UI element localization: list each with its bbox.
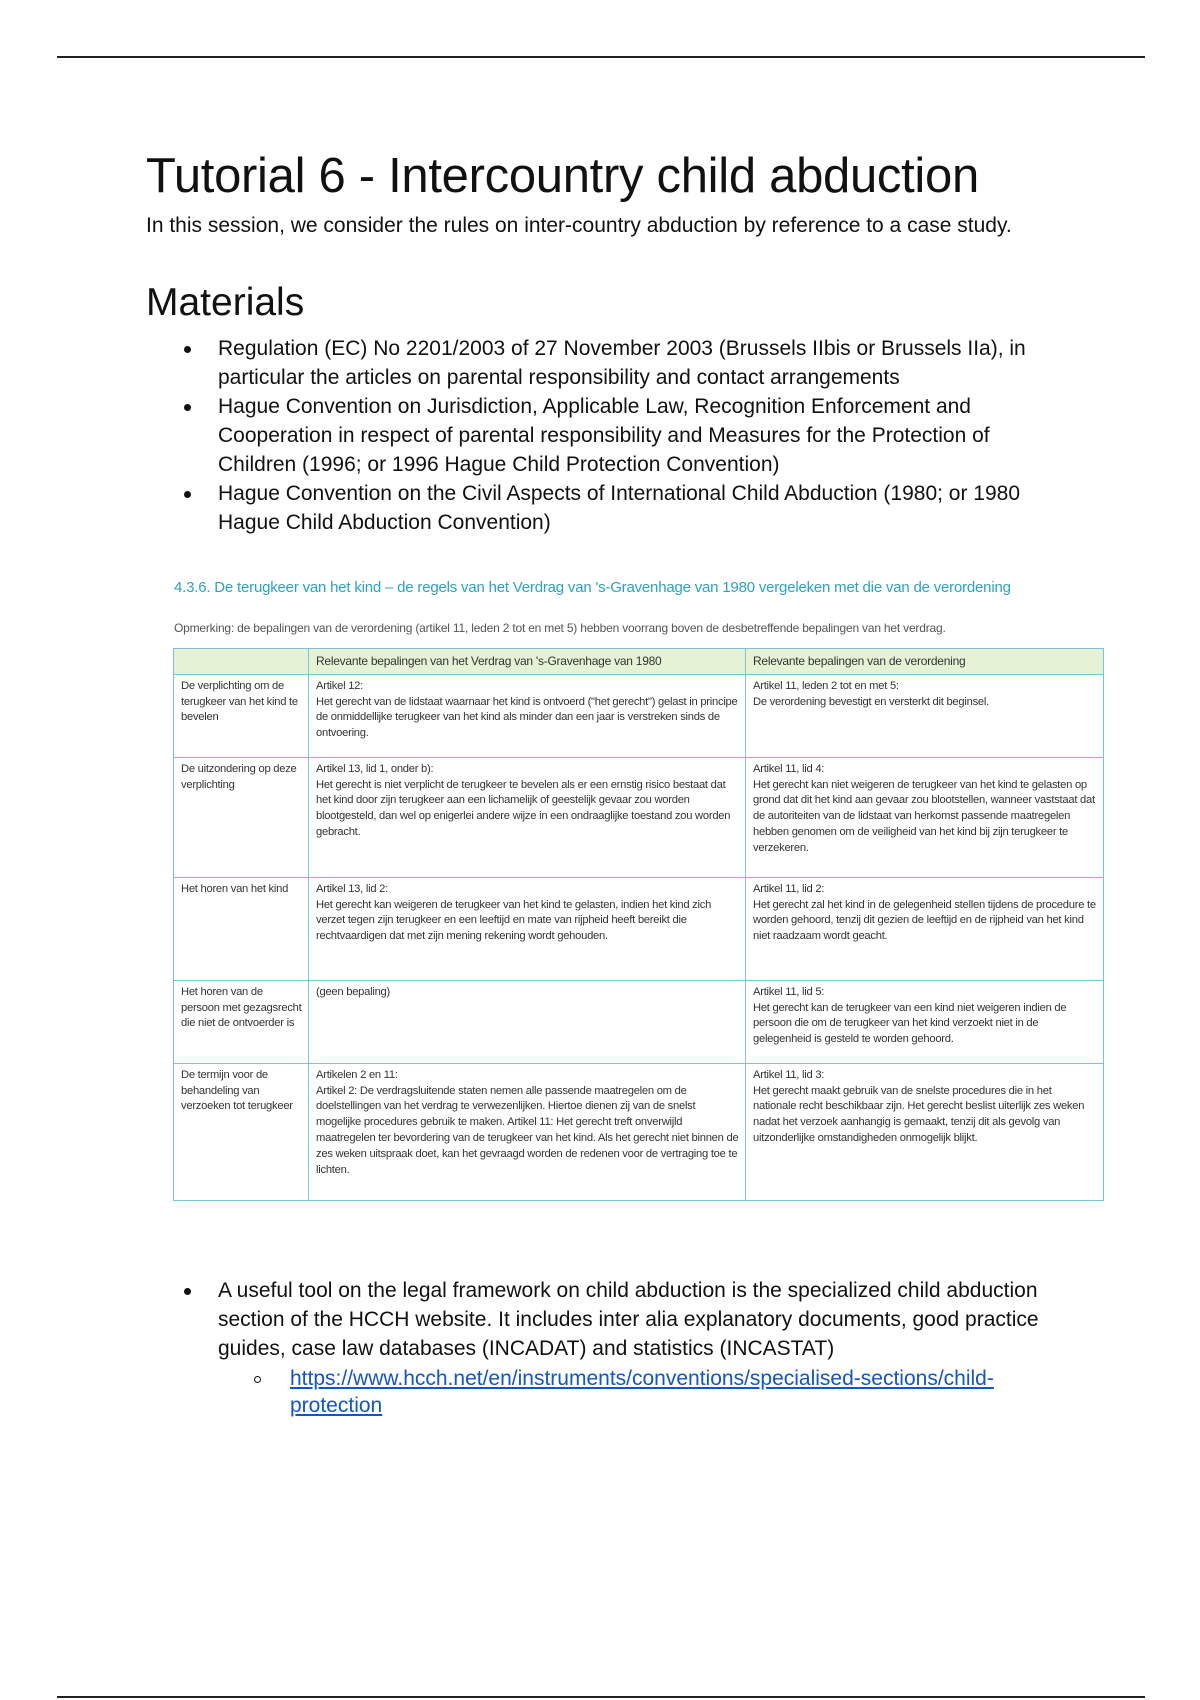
row-topic: Het horen van de persoon met gezagsrecht die niet de ontvoerder is xyxy=(174,980,309,1063)
hcch-link[interactable]: https://www.hcch.net/en/instruments/conventions/specialised-sections/child-protection xyxy=(290,1367,994,1417)
regulation-ref: Artikel 11, lid 5: xyxy=(753,985,825,998)
table-row xyxy=(174,1063,1104,1200)
table-header-row xyxy=(174,649,1104,675)
tool-list xyxy=(146,1276,1066,1419)
page-bottom-rule xyxy=(57,1696,1145,1698)
regulation-cell xyxy=(746,757,1104,877)
figure-note: Opmerking: de bepalingen van de verordening (artikel 11, leden 2 tot en met 5) hebben voorrang boven de desbetreffende bepalingen van het verdrag. xyxy=(174,621,946,635)
material-text: Regulation (EC) No 2201/2003 of 27 November 2003 (Brussels IIbis or Brussels IIa), in particular the articles on parental responsibility and contact arrangements xyxy=(218,337,1026,389)
convention-ref: Artikel 12: xyxy=(316,679,363,692)
material-text: Hague Convention on the Civil Aspects of International Child Abduction (1980; or 1980 Hague Child Abduction Convention) xyxy=(218,482,1021,534)
comparison-figure xyxy=(173,578,1103,1201)
page-title: Tutorial 6 - Intercountry child abduction xyxy=(146,149,979,203)
tool-section xyxy=(146,1276,1066,1419)
convention-cell xyxy=(309,1063,746,1200)
regulation-ref: Artikel 11, lid 4: xyxy=(753,762,825,775)
row-topic: De verplichting om de terugkeer van het kind te bevelen xyxy=(174,674,309,757)
material-text: Hague Convention on Jurisdiction, Applicable Law, Recognition Enforcement and Cooperation in respect of parental responsibility and Measures for the Protection of Children (1996; or 1996 Hague Child Protection Convention) xyxy=(218,395,990,476)
convention-ref: Artikelen 2 en 11: xyxy=(316,1068,398,1081)
regulation-cell xyxy=(746,1063,1104,1200)
row-topic: Het horen van het kind xyxy=(174,877,309,980)
regulation-text: Het gerecht zal het kind in de gelegenheid stellen tijdens de procedure te worden gehoord, tenzij dit gezien de leeftijd en de rijpheid van het kind niet raadzaam wordt geacht. xyxy=(753,898,1096,943)
materials-heading: Materials xyxy=(146,281,305,324)
document-body xyxy=(146,146,1066,537)
list-item xyxy=(146,1276,1066,1419)
convention-ref: (geen bepaling) xyxy=(316,985,390,998)
list-item xyxy=(146,392,1066,479)
header-convention: Relevante bepalingen van het Verdrag van 's-Gravenhage van 1980 xyxy=(309,649,746,675)
regulation-text: De verordening bevestigt en versterkt dit beginsel. xyxy=(753,695,989,708)
header-regulation: Relevante bepalingen van de verordening xyxy=(746,649,1104,675)
bullet-icon xyxy=(184,1288,191,1295)
link-sublist xyxy=(218,1365,1066,1419)
bullet-icon xyxy=(184,346,191,353)
convention-text: Artikel 2: De verdragsluitende staten nemen alle passende maatregelen om de doelstellingen van het verdrag te verwezenlijken. Hiertoe dienen zij van de snelst mogelijke procedures gebruik te maken. Artikel 11: Het gerecht treft onverwijld maatregelen ter bevordering van de terugkeer van het kind. Als het gerecht niet binnen de zes weken uitspraak doet, kan het gevraagd worden de redenen voor de vertraging toe te lichten. xyxy=(316,1084,739,1176)
regulation-cell xyxy=(746,877,1104,980)
list-item xyxy=(218,1365,1066,1419)
convention-text: Het gerecht kan weigeren de terugkeer van het kind te gelasten, indien het kind zich verzet tegen zijn terugkeer en een leeftijd en mate van rijpheid heeft bereikt die rechtvaardigen dat met zijn mening rekening wordt gehouden. xyxy=(316,898,712,943)
figure-heading: 4.3.6. De terugkeer van het kind – de regels van het Verdrag van 's-Gravenhage van 1980 vergeleken met die van de verordening xyxy=(174,579,1011,596)
convention-cell xyxy=(309,877,746,980)
list-item xyxy=(146,334,1066,392)
table-row xyxy=(174,877,1104,980)
convention-cell xyxy=(309,980,746,1063)
table-row xyxy=(174,674,1104,757)
regulation-text: Het gerecht kan de terugkeer van een kind niet weigeren indien de persoon die om de terugkeer van het kind verzoekt niet in de gelegenheid is gesteld te worden gehoord. xyxy=(753,1001,1067,1046)
table-row xyxy=(174,757,1104,877)
convention-cell xyxy=(309,757,746,877)
comparison-table xyxy=(173,648,1104,1201)
table-row xyxy=(174,980,1104,1063)
hollow-bullet-icon xyxy=(254,1376,261,1383)
list-item xyxy=(146,479,1066,537)
bullet-icon xyxy=(184,404,191,411)
convention-ref: Artikel 13, lid 2: xyxy=(316,882,388,895)
page-top-rule xyxy=(57,56,1145,58)
convention-text: Het gerecht is niet verplicht de terugkeer te bevelen als er een ernstig risico bestaat dat het kind door zijn terugkeer aan een lichamelijk of geestelijk gevaar zou worden blootgesteld, dan wel op enigerlei andere wijze in een ondraaglijke toestand zou worden gebracht. xyxy=(316,778,731,838)
header-blank xyxy=(174,649,309,675)
regulation-ref: Artikel 11, lid 2: xyxy=(753,882,825,895)
tool-text: A useful tool on the legal framework on child abduction is the specialized child abduction section of the HCCH website. It includes inter alia explanatory documents, good practice guides, case law databases (INCADAT) and statistics (INCASTAT) xyxy=(218,1279,1039,1360)
regulation-cell xyxy=(746,674,1104,757)
bullet-icon xyxy=(184,491,191,498)
convention-text: Het gerecht van de lidstaat waarnaar het kind is ontvoerd ("het gerecht") gelast in principe de onmiddellijke terugkeer van het kind als minder dan een jaar is verstreken sinds de ontvoering. xyxy=(316,695,738,740)
materials-list xyxy=(146,334,1066,537)
row-topic: De termijn voor de behandeling van verzoeken tot terugkeer xyxy=(174,1063,309,1200)
convention-cell xyxy=(309,674,746,757)
regulation-text: Het gerecht maakt gebruik van de snelste procedures die in het nationale recht beschikbaar zijn. Het gerecht beslist uiterlijk zes weken nadat het verzoek aanhangig is gemaakt, tenzij dit als gevolg van uitzonderlijke omstandigheden onmogelijk blijkt. xyxy=(753,1084,1085,1144)
regulation-ref: Artikel 11, lid 3: xyxy=(753,1068,825,1081)
regulation-cell xyxy=(746,980,1104,1063)
regulation-ref: Artikel 11, leden 2 tot en met 5: xyxy=(753,679,899,692)
intro-paragraph: In this session, we consider the rules on inter-country abduction by reference to a case study. xyxy=(146,214,1012,237)
convention-ref: Artikel 13, lid 1, onder b): xyxy=(316,762,434,775)
row-topic: De uitzondering op deze verplichting xyxy=(174,757,309,877)
regulation-text: Het gerecht kan niet weigeren de terugkeer van het kind te gelasten op grond dat dit het kind aan gevaar zou blootstellen, wanneer vaststaat dat de autoriteiten van de lidstaat van herkomst passende maatregelen hebben genomen om de veiligheid van het kind bij zijn terugkeer te verzekeren. xyxy=(753,778,1095,854)
